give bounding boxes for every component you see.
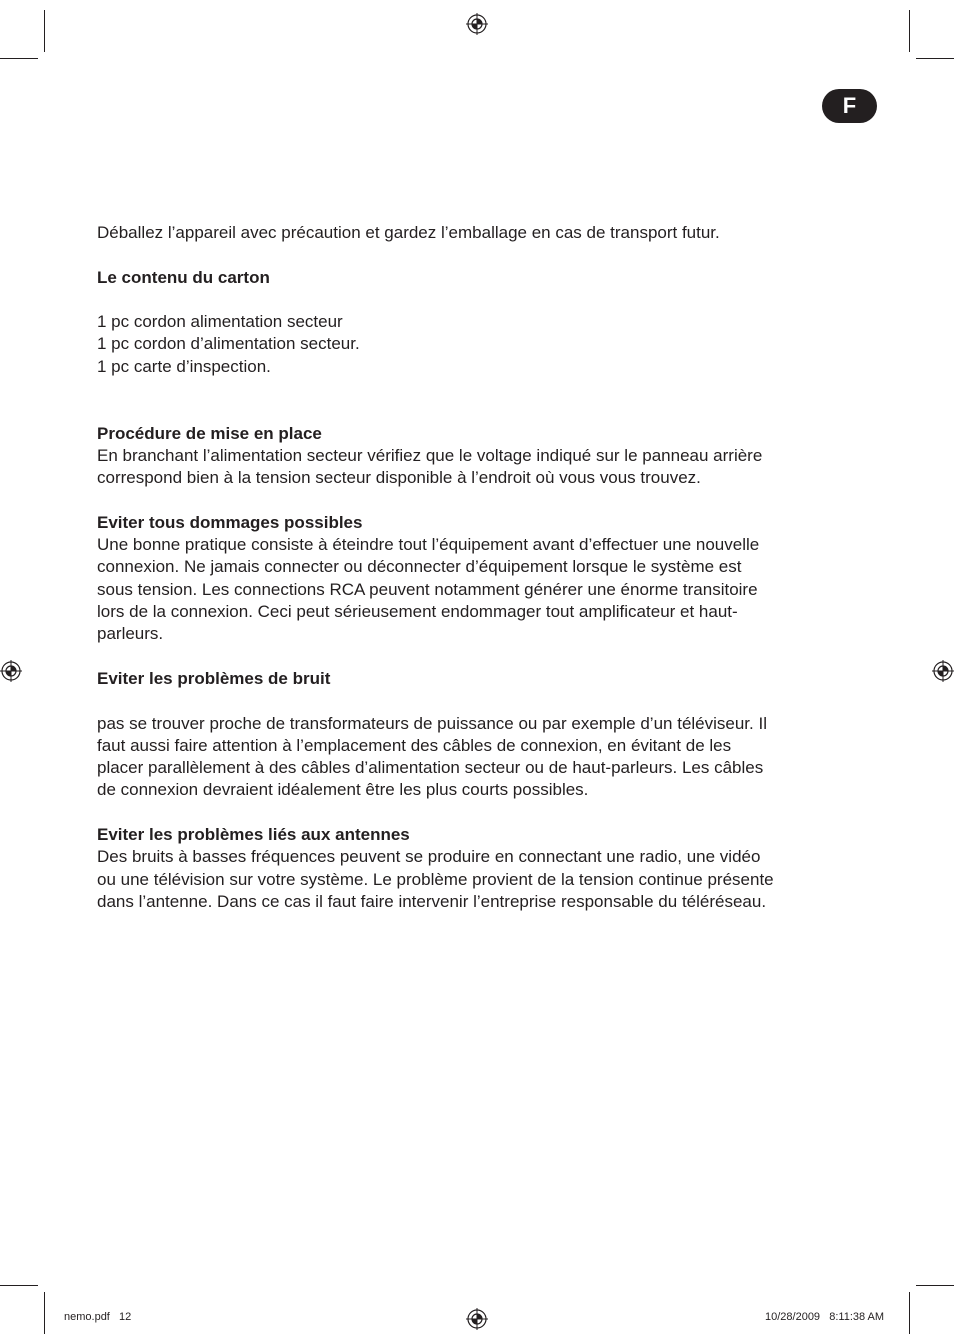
paragraph-line: lors de la connexion. Ceci peut sérieusement endommager tout amplificateur et haut-: [97, 602, 738, 622]
paragraph-line: En branchant l’alimentation secteur vérifiez que le voltage indiqué sur le panneau arrière: [97, 445, 763, 465]
crop-mark: [0, 1285, 38, 1286]
antenna-heading: Eviter les problèmes liés aux antennes: [97, 825, 410, 845]
contents-heading: Le contenu du carton: [97, 267, 270, 287]
noise-heading: Eviter les problèmes de bruit: [97, 668, 331, 688]
paragraph-line: correspond bien à la tension secteur disponible à l’endroit où vous vous trouvez.: [97, 468, 701, 488]
page-content: [97, 222, 849, 913]
paragraph-line: dans l’antenne. Dans ce cas il faut faire intervenir l’entreprise responsable du téléréseau.: [97, 891, 767, 911]
paragraph-line: sous tension. Les connections RCA peuvent notamment générer une énorme transitoire: [97, 579, 758, 599]
crop-mark: [44, 10, 45, 52]
list-item: 1 pc cordon alimentation secteur: [97, 312, 343, 332]
crop-mark: [909, 1292, 910, 1334]
registration-mark-icon: [932, 660, 954, 682]
paragraph-line: faut aussi faire attention à l’emplacement des câbles de connexion, en évitant de les: [97, 735, 732, 755]
paragraph-line: ou une télévision sur votre système. Le problème provient de la tension continue présente: [97, 869, 774, 889]
paragraph-line: pas se trouver proche de transformateurs de puissance ou par exemple d’un téléviseur. Il: [97, 713, 767, 733]
registration-mark-icon: [0, 660, 22, 682]
language-tab: F: [822, 89, 877, 123]
crop-mark: [909, 10, 910, 52]
paragraph-line: connexion. Ne jamais connecter ou déconnecter d’équipement lorsque le système est: [97, 557, 742, 577]
crop-mark: [916, 1285, 954, 1286]
footer-filename: nemo.pdf 12: [64, 1311, 132, 1323]
registration-mark-icon: [466, 1308, 488, 1330]
list-item: 1 pc cordon d’alimentation secteur.: [97, 334, 360, 354]
paragraph-line: Des bruits à basses fréquences peuvent se produire en connectant une radio, une vidéo: [97, 847, 761, 867]
paragraph-line: placer parallèlement à des câbles d’alimentation secteur ou de haut-parleurs. Les câbles: [97, 758, 764, 778]
setup-heading: Procédure de mise en place: [97, 423, 322, 443]
crop-mark: [916, 58, 954, 59]
registration-mark-icon: [466, 13, 488, 35]
damage-heading: Eviter tous dommages possibles: [97, 512, 363, 532]
crop-mark: [0, 58, 38, 59]
paragraph-line: de connexion devraient idéalement être les plus courts possibles.: [97, 780, 589, 800]
crop-mark: [44, 1292, 45, 1334]
list-item: 1 pc carte d’inspection.: [97, 356, 271, 376]
intro-paragraph: Déballez l’appareil avec précaution et gardez l’emballage en cas de transport futur.: [97, 223, 720, 242]
paragraph-line: parleurs.: [97, 624, 164, 644]
paragraph-line: Une bonne pratique consiste à éteindre tout l’équipement avant d’effectuer une nouvelle: [97, 535, 760, 555]
footer-timestamp: 10/28/2009 8:11:38 AM: [765, 1311, 885, 1323]
